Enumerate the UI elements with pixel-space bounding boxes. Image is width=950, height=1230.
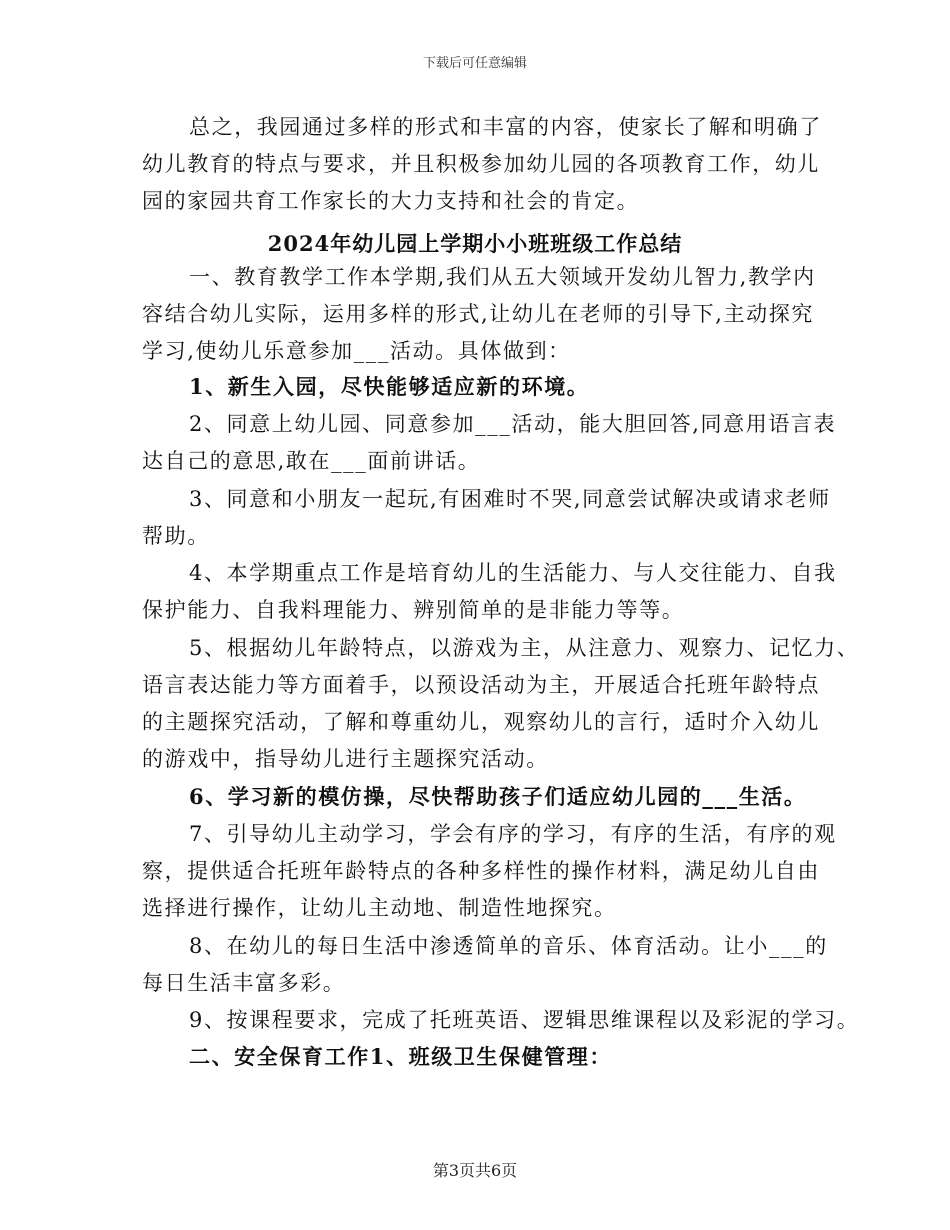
paragraph-line: 总之，我园通过多样的形式和丰富的内容，使家长了解和明确了 bbox=[189, 115, 822, 139]
page-footer: 第3页共6页 bbox=[432, 1161, 518, 1180]
paragraph-line: 的游戏中，指导幼儿进行主题探究活动。 bbox=[142, 747, 549, 771]
paragraph-line: 每日生活丰富多彩。 bbox=[142, 971, 346, 995]
paragraph-line: 容结合幼儿实际，运用多样的形式,让幼儿在老师的引导下,主动探究 bbox=[142, 302, 814, 326]
paragraph-line: 学习,使幼儿乐意参加___活动。具体做到： bbox=[142, 339, 571, 363]
paragraph-line: 达自己的意思,敢在___面前讲话。 bbox=[142, 449, 481, 473]
paragraph-line: 幼儿教育的特点与要求，并且积极参加幼儿园的各项教育工作，幼儿 bbox=[142, 152, 820, 176]
paragraph-line: 察，提供适合托班年龄特点的各种多样性的操作材料，满足幼儿自由 bbox=[142, 859, 820, 883]
page-header: 下载后可任意编辑 bbox=[422, 56, 527, 71]
paragraph-line: 的主题探究活动，了解和尊重幼儿，观察幼儿的言行，适时介入幼儿 bbox=[142, 710, 820, 734]
section-title: 2024年幼儿园上学期小小班班级工作总结 bbox=[267, 231, 683, 256]
paragraph-line: 语言表达能力等方面着手，以预设活动为主，开展适合托班年龄特点 bbox=[142, 673, 820, 697]
paragraph-line: 7、引导幼儿主动学习，学会有序的学习，有序的生活，有序的观 bbox=[189, 822, 837, 846]
paragraph-line: 9、按课程要求，完成了托班英语、逻辑思维课程以及彩泥的学习。 bbox=[189, 1008, 860, 1032]
paragraph-line: 二、安全保育工作1、班级卫生保健管理： bbox=[189, 1044, 613, 1069]
paragraph-line: 4、本学期重点工作是培育幼儿的生活能力、与人交往能力、自我 bbox=[189, 561, 837, 585]
paragraph-line: 8、在幼儿的每日生活中渗透简单的音乐、体育活动。让小___的 bbox=[189, 934, 828, 958]
paragraph-line: 保护能力、自我料理能力、辨别简单的是非能力等等。 bbox=[142, 598, 685, 622]
paragraph-line: 选择进行操作，让幼儿主动地、制造性地探究。 bbox=[142, 896, 617, 920]
paragraph-line: 2、同意上幼儿园、同意参加___活动，能大胆回答,同意用语言表 bbox=[189, 412, 837, 436]
paragraph-line: 1、新生入园，尽快能够适应新的环境。 bbox=[189, 374, 590, 399]
paragraph-line: 5、根据幼儿年龄特点，以游戏为主，从注意力、观察力、记忆力、 bbox=[189, 636, 860, 660]
paragraph-line: 园的家园共育工作家长的大力支持和社会的肯定。 bbox=[142, 189, 640, 213]
paragraph-line: 一、教育教学工作本学期,我们从五大领域开发幼儿智力,教学内 bbox=[189, 265, 816, 289]
paragraph-line: 6、学习新的模仿操，尽快帮助孩子们适应幼儿园的___生活。 bbox=[189, 784, 807, 809]
paragraph-line: 帮助。 bbox=[142, 524, 210, 548]
paragraph-line: 3、同意和小朋友一起玩,有困难时不哭,同意尝试解决或请求老师 bbox=[189, 487, 831, 511]
